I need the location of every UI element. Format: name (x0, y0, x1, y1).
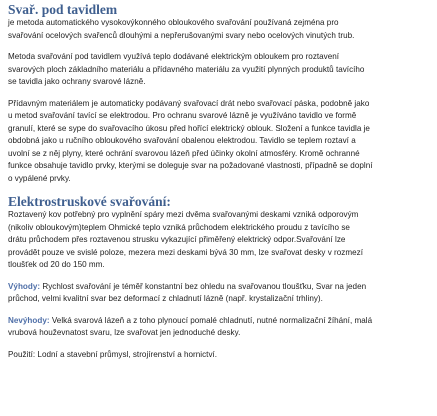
text-line: u metod svařování tavící se elektrodou. Pro ochranu svarové lázně je využíváno tavidlo ve formě (8, 111, 357, 120)
text-line: průchod, velmi kvalitní svar bez deformací z chladnutí lázně (např. krystalizační trhliny). (8, 294, 323, 303)
text-line: Roztavený kov potřebný pro vyplnění spáry mezi dvěma svařovanými deskami vzniká odporovým (8, 210, 359, 219)
text-line: provádět pouze ve svislé poloze, mezera mezi deskami bývá 30 mm, lze svařovat desky v rozmezí (8, 247, 363, 257)
text-line: obdobná jako u ručního obloukového svařování obalenou elektrodou. Tavidlo se teplem roztaví a (8, 136, 356, 145)
paragraph-usage (8, 349, 425, 362)
section-heading-electroslag: Elektrostruskové svařování: (8, 194, 171, 209)
paragraph-disadvantages (8, 315, 425, 340)
text-line: Přídavným materiálem je automaticky podávaný svařovací drát nebo svařovací páska, podobně jako (8, 98, 370, 108)
text-line: svarových ploch základního materiálu a přídavného materiálu za využití plynných produktů tavícího (8, 64, 365, 74)
advantages-label: Výhody: (8, 281, 41, 291)
text-line: o vypálené prvky. (8, 173, 71, 183)
paragraph-filler-material (8, 98, 425, 186)
text-line: uvolní se z něj plyny, které ochrání svarovou lázeň před účinky okolní atmosféry. Kromě ochranné (8, 148, 360, 158)
advantages-text: Rychlost svařování je téměř konstantní bez ohledu na svařovanou tloušťku, Svar na jeden (40, 281, 367, 291)
paragraph-definition (8, 17, 425, 42)
disadvantages-text: Velká svarová lázeň a z toho plynoucí pomalé chladnutí, nutné normalizační žíhání, malá (49, 315, 373, 325)
text-line: se tavidla jako ochrany svarové lázně. (8, 77, 146, 86)
paragraph-electroslag (8, 209, 425, 272)
text-line (8, 281, 425, 294)
text-line: svařování ocelových svařenců dlouhými a nepřerušovanými svary nebo ocelových vinutých trub. (8, 30, 355, 40)
text-line (8, 315, 425, 328)
paragraph-method (8, 51, 425, 89)
section-heading-submerged-arc: Svař. pod tavidlem (8, 2, 118, 17)
text-line: granulí, které se sype do svařovacího úkosu před hořící elektrický oblouk. Složení a funkce tavidla je (8, 123, 370, 133)
text-line: je metoda automatického vysokovýkonného obloukového svařování používaná zejména pro (8, 18, 339, 27)
text-line: vrubová houževnatost svaru, lze svařovat jen jednoduché desky. (8, 328, 241, 337)
text-line: (nikoliv obloukovým)teplem Ohmické teplo vzniká průchodem elektrického proudu z tavícího se (8, 222, 350, 232)
text-line: tloušťek od 20 do 150 mm. (8, 260, 105, 269)
text-line: Použití: Lodní a stavební průmysl, strojírenství a hornictví. (8, 349, 218, 359)
text-line: Metoda svařování pod tavidlem využívá teplo dodávané elektrickým obloukem pro roztavení (8, 52, 340, 61)
paragraph-advantages (8, 281, 425, 306)
text-line: drátu průchodem přes roztavenou strusku vykazující přiměřený elektrický odpor.Svařování lze (8, 235, 346, 244)
disadvantages-label: Nevýhody: (8, 315, 50, 325)
text-line: funkce obsahuje tavidlo prvky, kterými se doleguje svar na požadované vlastnosti, případně se doplní (8, 161, 373, 170)
